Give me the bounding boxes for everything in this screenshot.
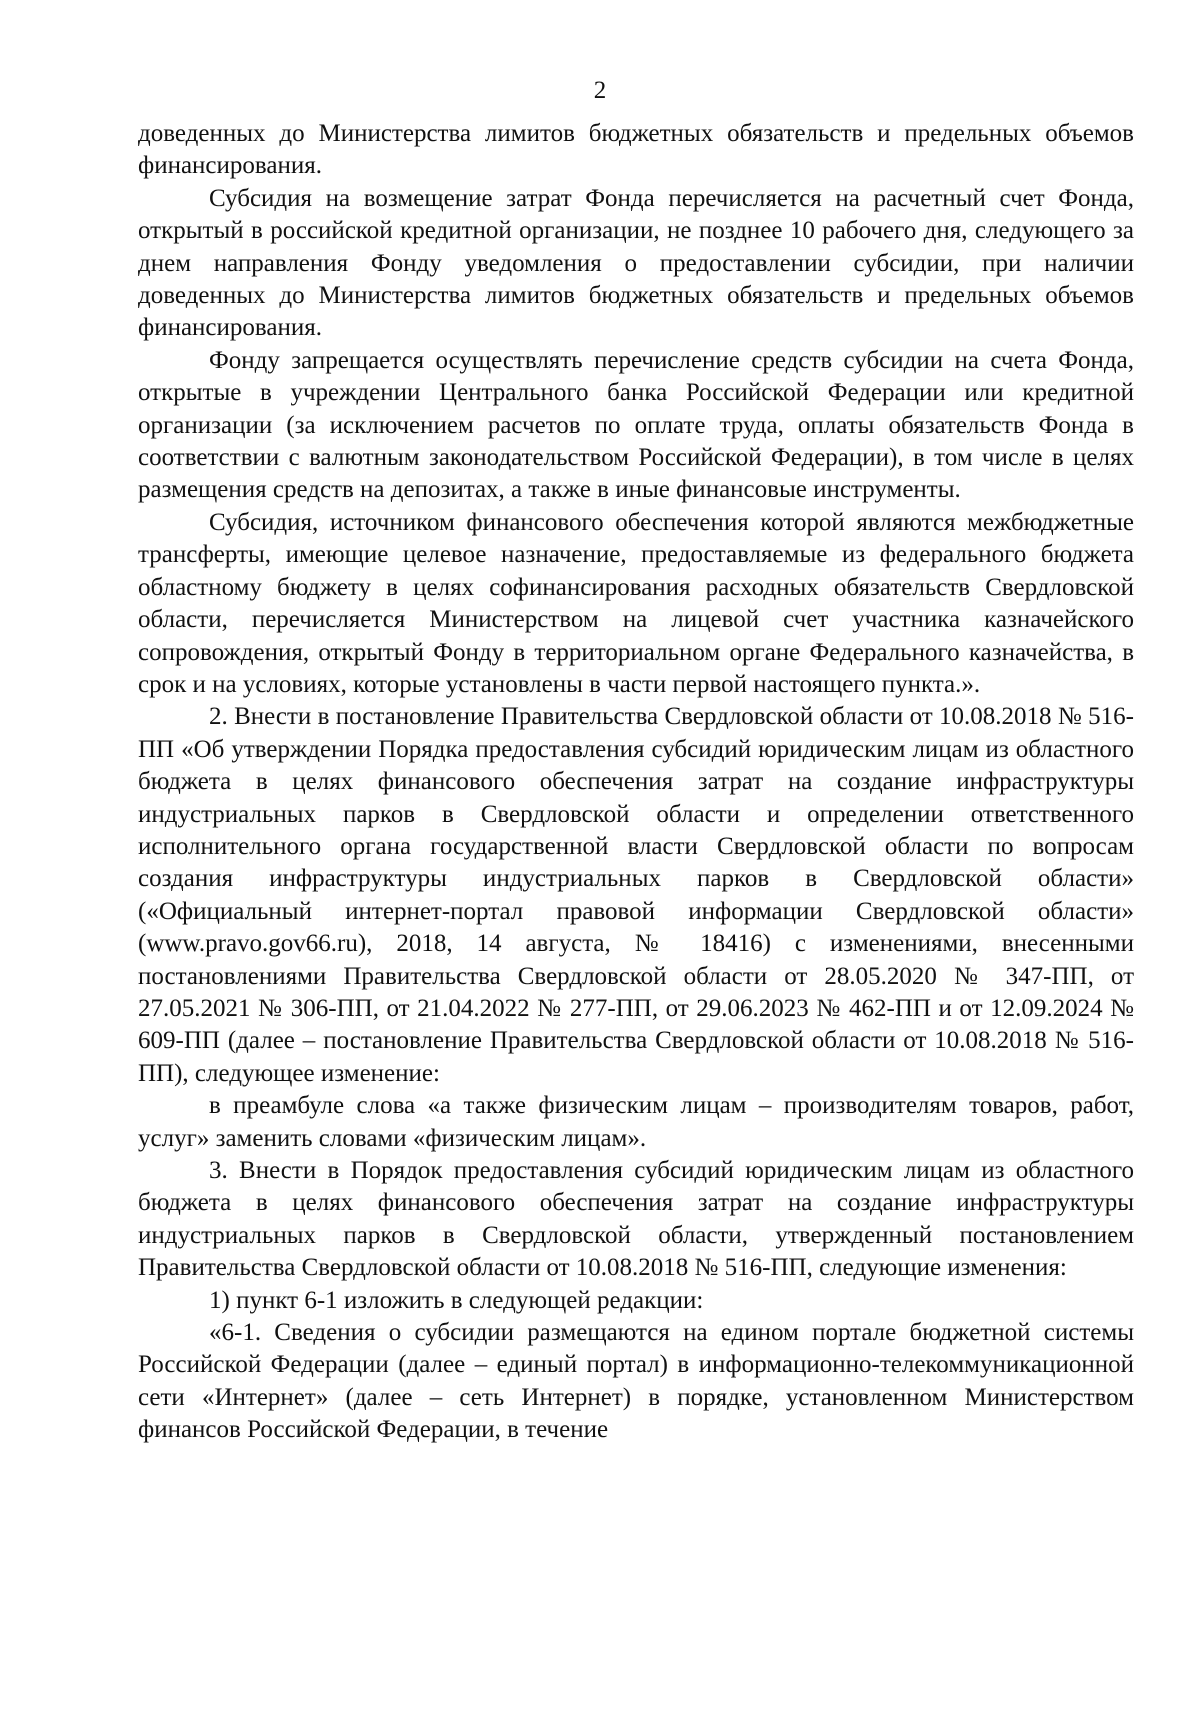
document-body <box>138 118 1134 1447</box>
paragraph-continuation: доведенных до Министерства лимитов бюджетных обязательств и предельных объемов финансирования. <box>138 120 1134 180</box>
paragraph-item-2: 2. Внести в постановление Правительства Свердловской области от 10.08.2018 № 516-ПП «Об утверждении Порядка предоставления субсидий юридическим лицам из областного бюджета в целях финансового обеспечения затрат на создание инфраструктуры индустриальных парков в Свердловской области и определении ответственного исполнительного органа государственной власти Свердловской области по вопросам создания инфраструктуры индустриальных парков в Свердловской области» («Официальный интернет-портал правовой информации Свердловской области» (www.pravo.gov66.ru), 2018, 14 августа, № 18416) с изменениями, внесенными постановлениями Правительства Свердловской области от 28.05.2020 № 347-ПП, от 27.05.2021 № 306-ПП, от 21.04.2022 № 277-ПП, от 29.06.2023 № 462-ПП и от 12.09.2024 № 609-ПП (далее – постановление Правительства Свердловской области от 10.08.2018 № 516-ПП), следующее изменение: <box>138 703 1134 1087</box>
paragraph: Субсидия, источником финансового обеспечения которой являются межбюджетные трансферты, имеющие целевое назначение, предоставляемые из федерального бюджета областному бюджету в целях софинансирования расходных обязательств Свердловской области, перечисляется Министерством на лицевой счет участника казначейского сопровождения, открытый Фонду в территориальном органе Федерального казначейства, в срок и на условиях, которые установлены в части первой настоящего пункта.». <box>138 508 1134 698</box>
paragraph: Субсидия на возмещение затрат Фонда перечисляется на расчетный счет Фонда, открытый в российской кредитной организации, не позднее 10 рабочего дня, следующего за днем направления Фонду уведомления о предоставлении субсидии, при наличии доведенных до Министерства лимитов бюджетных обязательств и предельных объемов финансирования. <box>138 184 1134 342</box>
paragraph-quoted-clause: «6-1. Сведения о субсидии размещаются на едином портале бюджетной системы Российской Федерации (далее – единый портал) в информационно-телекоммуникационной сети «Интернет» (далее – сеть Интернет) в порядке, установленном Министерством финансов Российской Федерации, в течение <box>138 1319 1134 1444</box>
paragraph: Фонду запрещается осуществлять перечисление средств субсидии на счета Фонда, открытые в учреждении Центрального банка Российской Федерации или кредитной организации (за исключением расчетов по оплате труда, оплаты обязательств Фонда в соответствии с валютным законодательством Российской Федерации), в том числе в целях размещения средств на депозитах, а также в иные финансовые инструменты. <box>138 346 1134 504</box>
paragraph-item-3: 3. Внести в Порядок предоставления субсидий юридическим лицам из областного бюджета в целях финансового обеспечения затрат на создание инфраструктуры индустриальных парков в Свердловской области, утвержденный постановлением Правительства Свердловской области от 10.08.2018 № 516-ПП, следующие изменения: <box>138 1157 1134 1282</box>
paragraph-subitem-1: 1) пункт 6-1 изложить в следующей редакции: <box>209 1286 704 1314</box>
paragraph: в преамбуле слова «а также физическим лицам – производителям товаров, работ, услуг» заменить словами «физическим лицам». <box>138 1092 1134 1152</box>
page-number: 2 <box>593 77 607 104</box>
